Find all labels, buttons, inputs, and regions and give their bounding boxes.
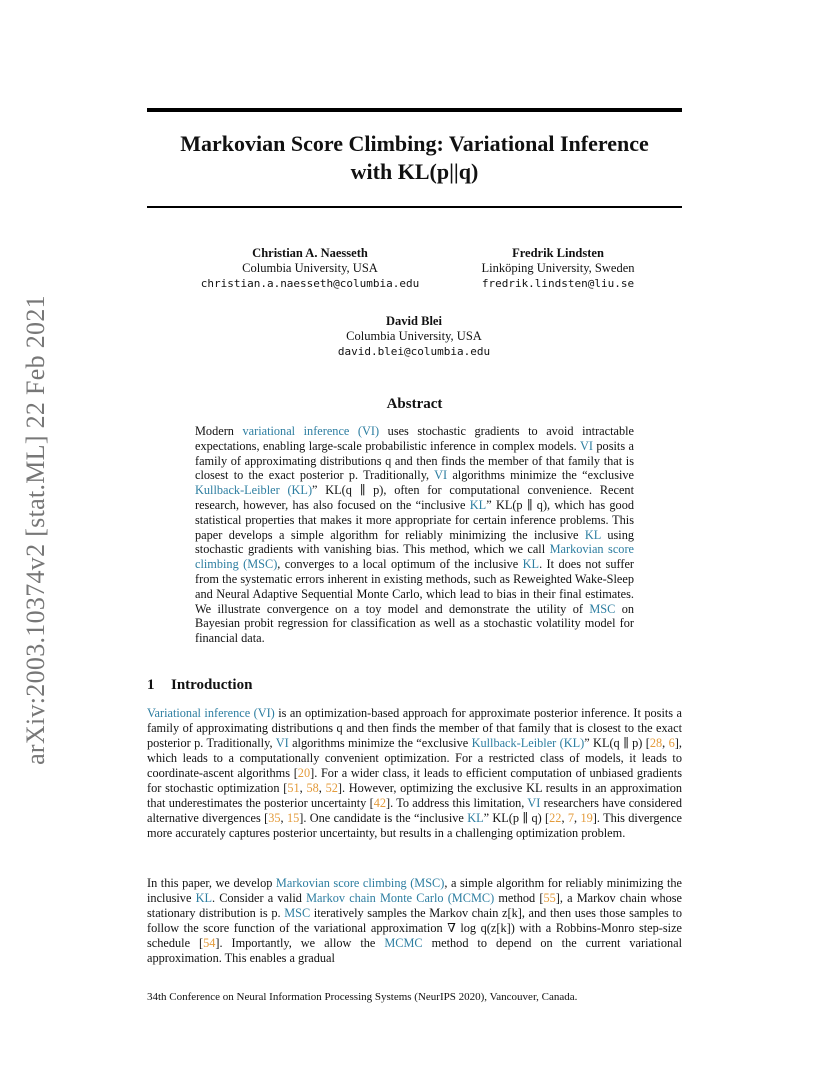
text-run: . It does not suffer from the systematic errors inherent in existing methods, such as Reweighted Wake-Sleep and Neural Adaptive Sequential Monte Carlo, which lead to bias in their final estimates. We illustrate convergence on a toy model and demonstrate the utility of <box>195 557 635 616</box>
text-run: ]. One candidate is the “inclusive <box>299 811 468 825</box>
author-affiliation: Linköping University, Sweden <box>481 261 635 275</box>
text-run: ]. Importantly, we allow the <box>215 936 385 950</box>
acronym-link[interactable]: KL <box>467 811 484 825</box>
acronym-link[interactable]: MSC <box>589 601 616 616</box>
arxiv-identifier <box>6 290 66 770</box>
acronym-link[interactable]: Kullback-Leibler (KL) <box>471 736 585 750</box>
author-affiliation: Columbia University, USA <box>242 261 378 275</box>
text-run: Modern <box>195 424 243 438</box>
text-run: , <box>561 811 568 825</box>
citation-link[interactable]: 15 <box>286 811 300 825</box>
intro-paragraph-1 <box>147 706 682 841</box>
citation-link[interactable]: 35 <box>268 811 281 825</box>
citation-link[interactable]: 54 <box>203 936 216 950</box>
text-run: , <box>299 781 307 795</box>
author-email[interactable]: fredrik.lindsten@liu.se <box>481 277 635 290</box>
author-block-2 <box>438 246 678 291</box>
text-run: ]. This divergence more accurately captures posterior uncertainty, but results in a challenging optimization problem. <box>147 811 682 840</box>
text-run: ]. However, optimizing the exclusive KL results in an approximation that underestimates the posterior uncertainty [ <box>147 781 683 810</box>
acronym-link[interactable]: KL <box>469 497 487 512</box>
text-run: ]. For a wider class, it leads to efficient computation of unbiased gradients for stochastic optimization [ <box>147 766 682 795</box>
text-run: is an optimization-based approach for approximate posterior inference. It posits a family of approximating distributions q and then finds the member of that family that is closest to the exact posterior p. Traditionally, <box>147 706 682 750</box>
author-email[interactable]: christian.a.naesseth@columbia.edu <box>200 277 420 290</box>
text-run: iteratively samples the Markov chain z[k], and then uses those samples to follow the score function of the variational approximation ∇ log q(z[k]) with a Robbins-Monro step-size schedule [ <box>147 906 682 950</box>
acronym-link[interactable]: KL <box>584 527 601 542</box>
title-top-rule <box>147 108 682 112</box>
title-line-1: Markovian Score Climbing: Variational Inference <box>180 131 649 156</box>
title-line-2: with KL(p||q) <box>350 159 479 184</box>
acronym-link[interactable]: Kullback-Leibler (KL) <box>195 483 313 498</box>
text-run: . Consider a valid <box>211 891 307 905</box>
text-run: , <box>280 811 287 825</box>
acronym-link[interactable]: VI <box>275 736 289 750</box>
citation-link[interactable]: 28 <box>649 736 663 750</box>
acronym-link[interactable]: Markov chain Monte Carlo (MCMC) <box>306 891 495 905</box>
abstract-text <box>195 424 634 646</box>
section-title: Introduction <box>171 677 253 693</box>
text-run: , converges to a local optimum of the inclusive <box>277 557 523 572</box>
title-bottom-rule <box>147 206 682 208</box>
citation-link[interactable]: 19 <box>580 811 593 825</box>
text-run: ” KL(q ∥ p) [ <box>584 736 650 750</box>
text-run: method [ <box>494 891 544 905</box>
citation-link[interactable]: 20 <box>297 766 311 780</box>
citation-link[interactable]: 51 <box>287 781 300 795</box>
conference-footnote: 34th Conference on Neural Information Processing Systems (NeurIPS 2020), Vancouver, Canada. <box>147 991 578 1003</box>
paper-title <box>147 130 682 186</box>
citation-link[interactable]: 6 <box>668 736 675 750</box>
acronym-link[interactable]: VI <box>434 468 448 483</box>
author-name: Fredrik Lindsten <box>512 246 604 260</box>
citation-link[interactable]: 42 <box>373 796 386 810</box>
arxiv-id-text: arXiv:2003.10374v2 [stat.ML] 22 Feb 2021 <box>21 295 50 765</box>
text-run: algorithms minimize the “exclusive <box>288 736 472 750</box>
text-run: method to depend on the current variational approximation. This enables a gradual <box>147 936 682 965</box>
acronym-link[interactable]: Markovian score climbing (MSC) <box>275 876 445 890</box>
text-run: In this paper, we develop <box>147 876 276 890</box>
text-run: , a simple algorithm for reliably minimizing the inclusive <box>147 876 682 905</box>
acronym-link[interactable]: VI <box>579 438 593 453</box>
abstract-heading: Abstract <box>386 396 443 412</box>
citation-link[interactable]: 22 <box>549 811 562 825</box>
acronym-link[interactable]: variational inference (VI) <box>242 424 380 438</box>
text-run: algorithms minimize the “exclusive <box>447 468 635 483</box>
acronym-link[interactable]: VI <box>527 796 541 810</box>
text-run: researchers have considered alternative divergences [ <box>147 796 682 825</box>
text-run: , <box>574 811 581 825</box>
acronym-link[interactable]: MCMC <box>384 936 423 950</box>
text-run: ” KL(q ∥ p), often for computational convenience. Recent research, however, has also focused on the “inclusive <box>195 483 634 512</box>
citation-link[interactable]: 52 <box>325 781 338 795</box>
text-run: using stochastic gradients with vanishing bias. This method, which we call <box>195 527 634 557</box>
text-run: uses stochastic gradients to avoid intractable expectations, enabling large-scale probabilistic inference in complex models. <box>195 424 634 453</box>
acronym-link[interactable]: KL <box>522 557 540 572</box>
author-email[interactable]: david.blei@columbia.edu <box>337 345 491 358</box>
acronym-link[interactable]: Variational inference (VI) <box>147 706 275 720</box>
text-run: ], which leads to a computationally convenient optimization. For a restricted class of models, it leads to coordinate-ascent algorithms [ <box>147 736 682 780</box>
text-run: on Bayesian probit regression for classification as well as a stochastic volatility model for financial data. <box>195 601 634 646</box>
citation-link[interactable]: 55 <box>543 891 556 905</box>
citation-link[interactable]: 58 <box>306 781 319 795</box>
author-block-3 <box>294 314 534 359</box>
text-run: , <box>662 736 669 750</box>
author-name: David Blei <box>386 314 442 328</box>
acronym-link[interactable]: Markovian score climbing (MSC) <box>195 542 634 572</box>
text-run: posits a family of approximating distributions q and then finds the member of that family that is closest to the exact posterior p. Traditionally, <box>195 438 635 483</box>
citation-link[interactable]: 7 <box>567 811 575 825</box>
text-run: ” KL(p ∥ q), which has good statistical properties that makes it more appropriate for certain inference problems. This paper develops a simple algorithm for reliably minimizing the inclusive <box>195 497 634 542</box>
author-name: Christian A. Naesseth <box>252 246 368 260</box>
text-run: ], a Markov chain whose stationary distribution is p. <box>147 891 682 920</box>
text-run: ]. To address this limitation, <box>386 796 528 810</box>
intro-paragraph-2 <box>147 876 682 966</box>
acronym-link[interactable]: KL <box>195 891 212 905</box>
author-affiliation: Columbia University, USA <box>346 329 482 343</box>
text-run: ” KL(p ∥ q) [ <box>483 811 550 825</box>
acronym-link[interactable]: MSC <box>284 906 311 920</box>
section-number: 1 <box>147 677 155 693</box>
text-run: , <box>318 781 326 795</box>
section-heading <box>147 677 252 694</box>
author-block-1 <box>190 246 430 291</box>
